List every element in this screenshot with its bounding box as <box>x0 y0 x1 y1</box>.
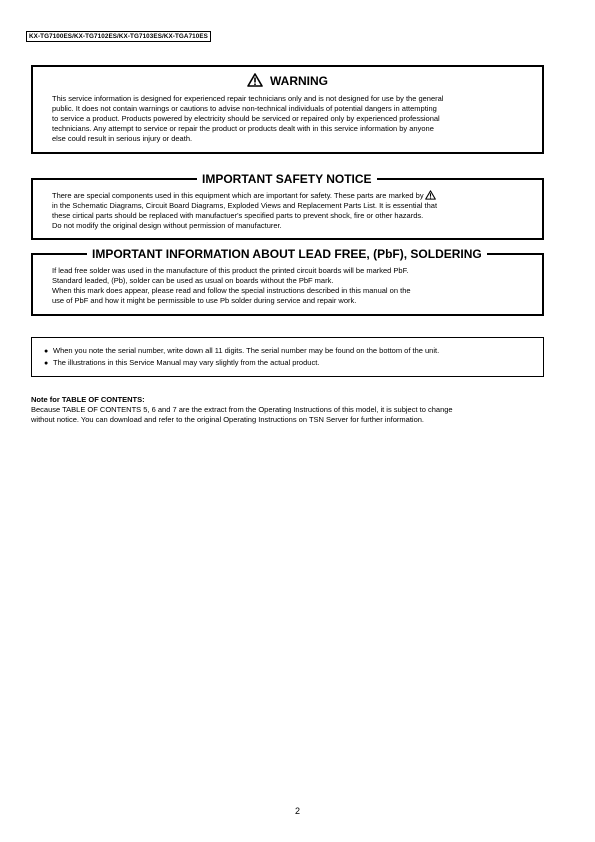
warning-heading <box>33 73 542 88</box>
list-item <box>44 345 439 357</box>
toc-note <box>31 395 571 425</box>
safety-line <box>52 190 528 201</box>
model-label: KX-TG7100ES/KX-TG7102ES/KX-TG7103ES/KX-TGA710ES <box>26 31 211 42</box>
lead-free-line: Standard leaded, (Pb), solder can be used as usual on boards without the PbF mark. <box>52 276 334 285</box>
warning-triangle-icon <box>247 73 263 87</box>
lead-free-title: IMPORTANT INFORMATION ABOUT LEAD FREE, (PbF), SOLDERING <box>87 246 487 262</box>
toc-note-body <box>31 405 571 425</box>
warning-title: WARNING <box>270 74 328 88</box>
warning-line: else could result in serious injury or death. <box>52 134 193 143</box>
note-text: When you note the serial number, write down all 11 digits. The serial number may be found on the bottom of the unit. <box>53 346 440 355</box>
warning-line: public. It does not contain warnings or cautions to advise non-technical individuals of potential dangers in attempting <box>52 104 437 113</box>
toc-note-title: Note for TABLE OF CONTENTS: <box>31 395 145 404</box>
page-number: 2 <box>294 806 300 816</box>
lead-free-box <box>31 247 544 316</box>
safety-notice-title: IMPORTANT SAFETY NOTICE <box>197 171 377 187</box>
safety-notice-text <box>52 190 528 231</box>
lead-free-line: use of PbF and how it might be permissible to use Pb solder during service and repair work. <box>52 296 357 305</box>
lead-free-line: If lead free solder was used in the manufacture of this product the printed circuit boards will be marked PbF. <box>52 266 409 275</box>
warning-line: technicians. Any attempt to service or repair the product or products dealt with in this service information by anyone <box>52 124 434 133</box>
safety-line: Do not modify the original design without permission of manufacturer. <box>52 221 282 230</box>
warning-line: to service a product. Products powered by electricity should be serviced or repaired only by experienced professional <box>52 114 440 123</box>
toc-note-line: without notice. You can download and refer to the original Operating Instructions on TSN Server for further information. <box>31 415 424 424</box>
warning-triangle-icon <box>425 190 436 200</box>
safety-line: in the Schematic Diagrams, Circuit Board Diagrams, Exploded Views and Replacement Parts List. It is essential that <box>52 201 438 210</box>
safety-notice-box <box>31 172 544 240</box>
warning-line: This service information is designed for experienced repair technicians only and is not designed for use by the general <box>52 94 444 103</box>
bullet-icon: ● <box>44 348 49 355</box>
safety-line-text: There are special components used in this equipment which are important for safety. These parts are marked by <box>52 191 424 200</box>
bullet-icon: ● <box>44 360 49 367</box>
notes-box <box>31 337 544 377</box>
lead-free-line: When this mark does appear, please read and follow the special instructions described in this manual on the <box>52 286 411 295</box>
note-text: The illustrations in this Service Manual may vary slightly from the actual product. <box>53 358 320 367</box>
safety-line: these cirtical parts should be replaced with manufactuer's specified parts to prevent shock, fire or other hazards. <box>52 211 424 220</box>
list-item <box>44 357 439 369</box>
warning-box <box>31 65 544 154</box>
toc-note-line: Because TABLE OF CONTENTS 5, 6 and 7 are the extract from the Operating Instructions of this model, it is subject to change <box>31 405 453 414</box>
notes-list <box>44 345 439 369</box>
warning-text <box>52 94 528 144</box>
lead-free-text <box>52 266 528 306</box>
